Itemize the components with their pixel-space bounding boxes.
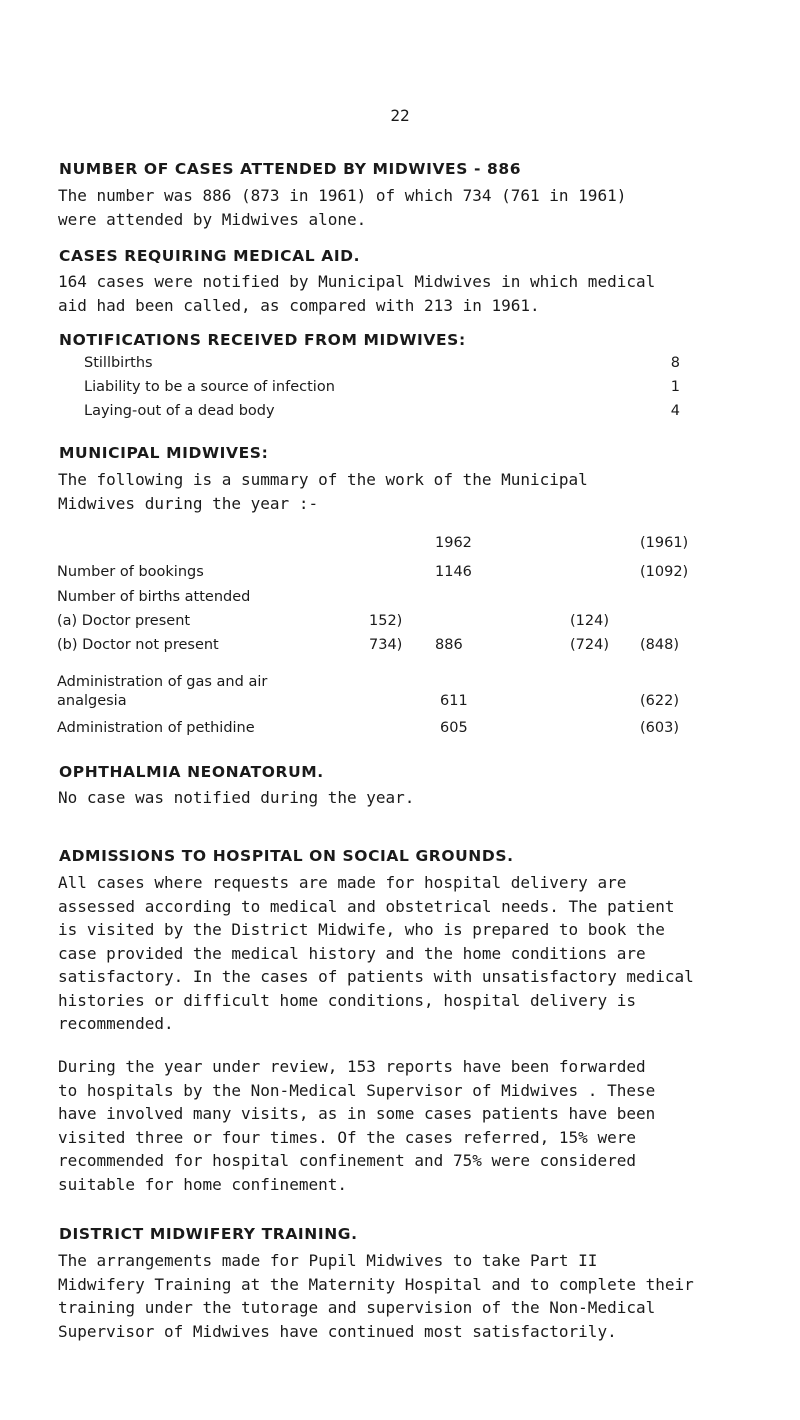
row-doctor-not-present-label: (b) Doctor not present bbox=[57, 637, 219, 653]
row-pethidine-1962: 605 bbox=[440, 720, 468, 736]
heading-admissions: ADMISSIONS TO HOSPITAL ON SOCIAL GROUNDS. bbox=[59, 847, 514, 865]
paragraph-medical-aid: 164 cases were notified by Municipal Midwives in which medical aid had been called, as compared with 213 in 1961. bbox=[58, 272, 656, 315]
page-number: 22 bbox=[390, 106, 410, 125]
heading-cases-attended: NUMBER OF CASES ATTENDED BY MIDWIVES - 886 bbox=[59, 160, 522, 178]
heading-municipal-midwives: MUNICIPAL MIDWIVES: bbox=[59, 444, 269, 462]
paragraph-admissions-review: During the year under review, 153 reports have been forwarded to hospitals by the Non-Medical Supervisor of Midwives . These have involved many visits, as in some cases patients have been visited three or four times. Of the cases referred, 15% were recommended for hospital confinement and 75% were considered suitable for home confinement. bbox=[58, 1057, 656, 1194]
notification-label-infection: Liability to be a source of infection bbox=[84, 379, 335, 395]
notification-label-laying-out: Laying-out of a dead body bbox=[84, 403, 275, 419]
row-bookings-1962: 1146 bbox=[435, 564, 472, 580]
heading-notifications: NOTIFICATIONS RECEIVED FROM MIDWIVES: bbox=[59, 331, 466, 349]
heading-medical-aid: CASES REQUIRING MEDICAL AID. bbox=[59, 247, 361, 265]
row-pethidine-1961: (603) bbox=[640, 720, 679, 736]
paragraph-district-training: The arrangements made for Pupil Midwives to take Part II Midwifery Training at the Maternity Hospital and to complete their training under the tutorage and supervision of the Non-Medical Supervisor of Midwives have continued most satisfactorily. bbox=[58, 1251, 694, 1341]
row-gas-air-label-1: Administration of gas and air bbox=[57, 674, 268, 690]
notification-value-laying-out: 4 bbox=[670, 403, 680, 419]
row-doctor-not-present-sub-1961: (724) bbox=[570, 637, 609, 653]
table-header-1961: (1961) bbox=[640, 535, 689, 551]
row-bookings-1961: (1092) bbox=[640, 564, 689, 580]
row-doctor-present-1961: (124) bbox=[570, 613, 609, 629]
row-births-label: Number of births attended bbox=[57, 589, 251, 605]
row-doctor-not-present-1961: (848) bbox=[640, 637, 679, 653]
row-doctor-present-sub: 152) bbox=[369, 613, 403, 629]
notification-value-stillbirths: 8 bbox=[670, 355, 680, 371]
row-doctor-not-present-1962: 886 bbox=[435, 637, 463, 653]
notification-label-stillbirths: Stillbirths bbox=[84, 355, 153, 371]
paragraph-ophthalmia: No case was notified during the year. bbox=[58, 788, 415, 807]
paragraph-cases-attended: The number was 886 (873 in 1961) of which 734 (761 in 1961) were attended by Midwives alone. bbox=[58, 186, 627, 229]
table-header-1962: 1962 bbox=[435, 535, 472, 551]
row-gas-air-1962: 611 bbox=[440, 693, 468, 709]
row-doctor-not-present-sub: 734) bbox=[369, 637, 403, 653]
row-doctor-present-label: (a) Doctor present bbox=[57, 613, 191, 629]
heading-district-training: DISTRICT MIDWIFERY TRAINING. bbox=[59, 1225, 358, 1243]
row-pethidine-label: Administration of pethidine bbox=[57, 720, 255, 736]
heading-ophthalmia: OPHTHALMIA NEONATORUM. bbox=[59, 763, 324, 781]
paragraph-admissions: All cases where requests are made for hospital delivery are assessed according to medical and obstetrical needs. The patient is visited by the District Midwife, who is prepared to book the case provided the medical history and the home conditions are satisfactory. In the cases of patients with unsatisfactory medical histories or difficult home conditions, hospital delivery is recommended. bbox=[58, 873, 694, 1033]
row-gas-air-1961: (622) bbox=[640, 693, 679, 709]
paragraph-municipal-midwives: The following is a summary of the work of the Municipal Midwives during the year :- bbox=[58, 470, 588, 513]
notification-value-infection: 1 bbox=[670, 379, 680, 395]
row-bookings-label: Number of bookings bbox=[57, 564, 204, 580]
row-gas-air-label-2: analgesia bbox=[57, 693, 127, 709]
